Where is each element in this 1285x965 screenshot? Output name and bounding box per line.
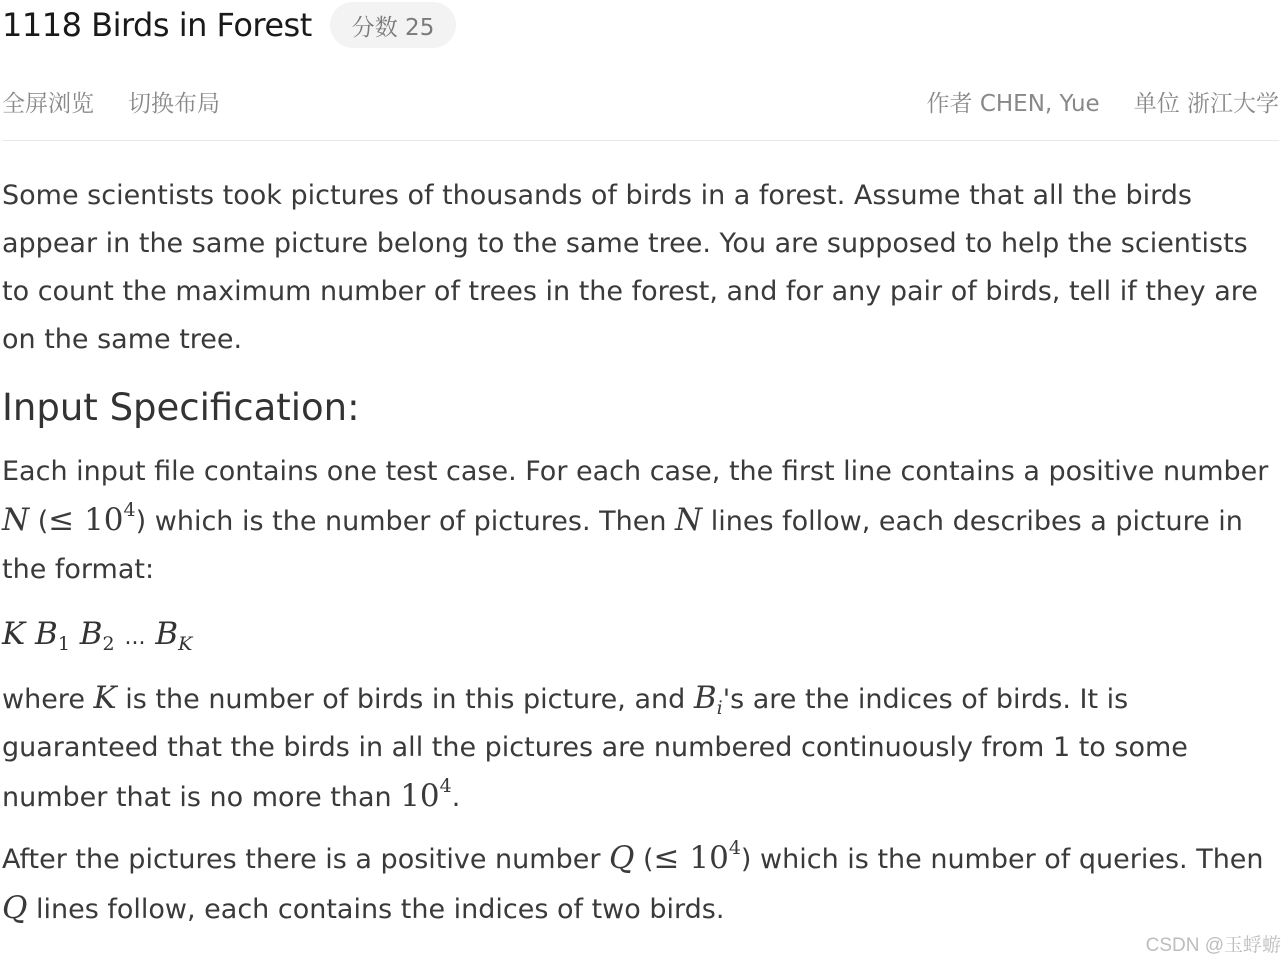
score-badge: 分数 25 bbox=[330, 2, 457, 48]
input-paragraph-1: Each input file contains one test case. For each case, the first line contains a positive number N (≤ $10^4$) which is the number of pictures. Then N lines follow, each describes a picture in the format: bbox=[2, 456, 1269, 585]
input-paragraph-2: where K is the number of birds in this picture, and $B_i's$ are the indices of birds. It is guaranteed that the birds in all the pictures are numbered continuously from 1 to some number that is no more than $10^4$. bbox=[2, 680, 1188, 814]
problem-content bbox=[2, 172, 1282, 946]
problem-header bbox=[2, 0, 456, 50]
input-paragraph-3: After the pictures there is a positive number Q (≤ $10^4$) which is the number of queries. Then Q lines follow, each contains the indices of two birds. bbox=[2, 837, 1264, 926]
fullscreen-button[interactable]: 全屏浏览 bbox=[2, 90, 94, 117]
author-info: 作者 CHEN, Yue bbox=[926, 90, 1100, 117]
divider bbox=[2, 140, 1279, 141]
format-formula: K $B_1$ $B_2$ ... $B_K$ bbox=[2, 616, 193, 655]
unit-info: 单位 浙江大学 bbox=[1133, 90, 1279, 117]
input-spec-heading: Input Specification: bbox=[2, 386, 360, 429]
toolbar bbox=[2, 80, 1279, 122]
switch-layout-button[interactable]: 切换布局 bbox=[128, 90, 220, 117]
watermark: CSDN @玉蜉蝣 bbox=[1145, 935, 1281, 956]
problem-title: 1118 Birds in Forest bbox=[2, 6, 312, 44]
intro-paragraph: Some scientists took pictures of thousands of birds in a forest. Assume that all the birds appear in the same picture belong to the same tree. You are supposed to help the scientists to count the maximum number of trees in the forest, and for any pair of birds, tell if they are on the same tree. bbox=[2, 180, 1258, 355]
